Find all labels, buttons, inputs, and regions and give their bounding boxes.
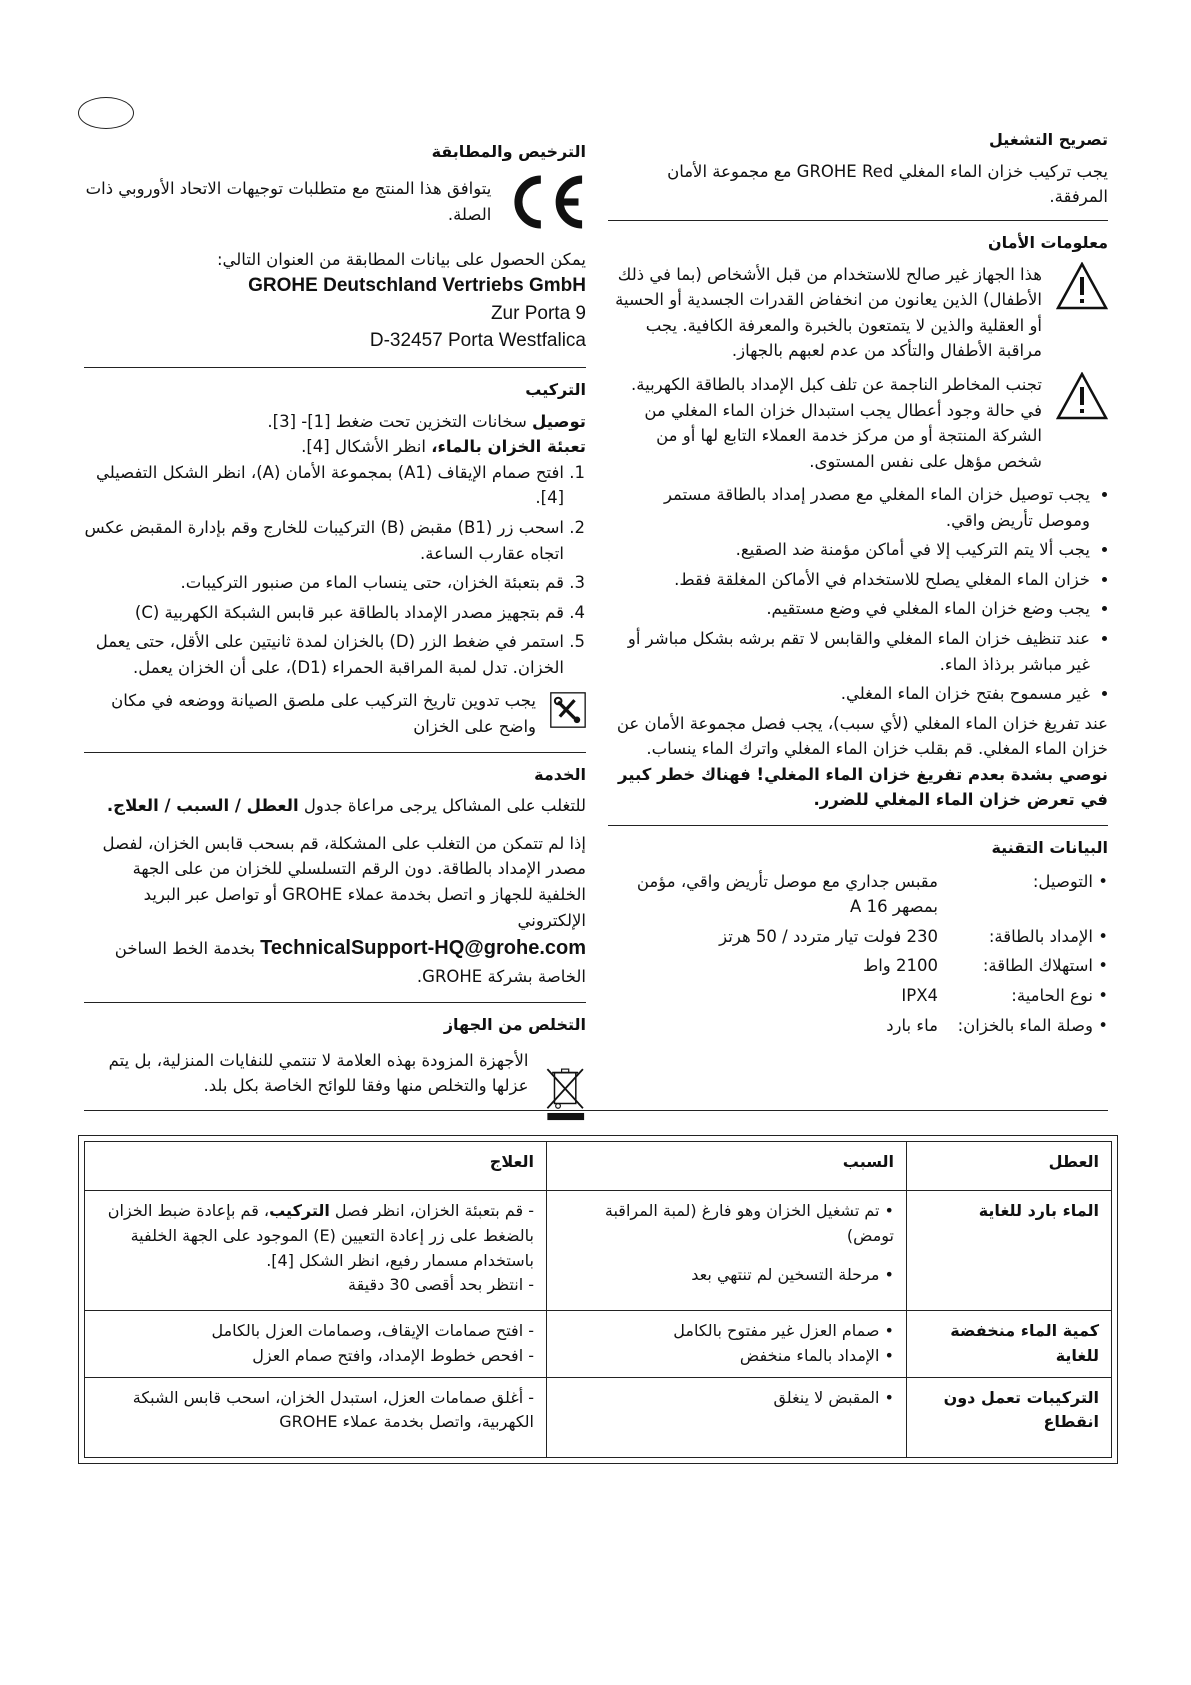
header-cause: السبب [547, 1142, 907, 1191]
tech-label: استهلاك الطاقة: [982, 956, 1094, 976]
full-width-divider [84, 1110, 1108, 1111]
tech-label: نوع الحامية: [1011, 986, 1094, 1006]
warning-block-1 [608, 262, 1108, 364]
declaration-text: يجب تركيب خزان الماء المغلي GROHE Red مع مجموعة الأمان المرفقة. [667, 161, 1108, 207]
safety-bullet-list [608, 482, 1108, 707]
safety-bullet: • غير مسموح بفتح خزان الماء المغلي. [608, 681, 1090, 707]
install-connect-text: سخانات التخزين تحت ضغط [1]- [3]. [267, 411, 533, 431]
remedy-cell: - أغلق صمامات العزل، استبدل الخزان، اسحب قابس الشبكة الكهربية، واتصل بخدمة عملاء GROHE [85, 1377, 547, 1457]
warning-triangle-icon [1056, 262, 1108, 310]
declaration-title: تصريح التشغيل [989, 130, 1108, 149]
tech-value: 2100 واط [862, 956, 938, 976]
tech-row: • الإمداد بالطاقة: 230 فولت تيار متردد / 50 هرتز [608, 922, 1108, 952]
remedy-cell: - قم بتعبئة الخزان، انظر فصل التركيب، قم بإعادة ضبط الخزان بالضغط على زر إعادة التعيين (E) الموجود على الجهة الخلفية باستخدام مسمار رفيع، انظر الشكل [4]. - انتظر بحد أقصى 30 دقيقة [85, 1191, 547, 1311]
weee-crossed-bin-icon [545, 1048, 586, 1140]
safety-bullet: • يجب ألا يتم التركيب إلا في أماكن مؤمنة ضد الصقيع. [608, 537, 1090, 563]
install-step: 5. استمر في ضغط الزر (D) بالخزان لمدة ثانيتين على الأقل، حتى يعمل الخزان. تدل لمبة المراقبة الحمراء (D1)، على أن الخزان يعمل. [84, 629, 564, 680]
install-fill-text: انظر الأشكال [4]. [301, 437, 432, 457]
service-title: الخدمة [534, 764, 586, 784]
install-step: 1. افتح صمام الإيقاف (A1) بمجموعة الأمان (A)، انظر الشكل التفصيلي [4]. [84, 460, 564, 511]
safety-section [608, 231, 1108, 813]
divider [84, 367, 586, 368]
install-step: 4. قم بتجهيز مصدر الإمداد بالطاقة عبر قابس الشبكة الكهربية (C) [84, 600, 564, 626]
tech-value: 230 فولت تيار متردد / 50 هرتز [719, 926, 938, 946]
tech-label: الإمداد بالطاقة: [988, 926, 1094, 946]
support-email-link[interactable]: TechnicalSupport-HQ@grohe.com [260, 937, 586, 960]
fault-cell: الماء بارد للغاية [907, 1191, 1112, 1311]
tech-data-section [608, 836, 1108, 1040]
tech-row: • وصلة الماء بالخزان: ماء بارد [608, 1011, 1108, 1041]
install-title: التركيب [525, 380, 586, 399]
safety-bullet: • عند تنظيف خزان الماء المغلي والقابس لا تقم برشه بشكل مباشر أو غير مباشر برذاذ الماء. [608, 626, 1090, 677]
service-line: للتغلب على المشاكل يرجى مراعاة جدول [298, 796, 586, 816]
tech-label: وصلة الماء بالخزان: [957, 1015, 1094, 1035]
approval-title: الترخيص والمطابقة [431, 142, 586, 161]
safety-bullet: • خزان الماء المغلي يصلح للاستخدام في الأماكن المغلقة فقط. [608, 567, 1090, 593]
fault-cell: التركيبات تعمل دون انقطاع [907, 1377, 1112, 1457]
tech-value: مقبس جداري مع موصل تأريض واقي، مؤمن بمصهر 16 A [636, 871, 938, 917]
disposal-section [84, 1013, 586, 1140]
divider [84, 1002, 586, 1003]
cause-cell: • المقبض لا ينغلق [547, 1377, 907, 1457]
table-row [85, 1377, 1112, 1457]
service-table-ref: العطل / السبب / العلاج. [106, 796, 299, 816]
safety-title: معلومات الأمان [987, 232, 1108, 252]
drain-note: عند تفريغ خزان الماء المغلي (لأي سبب)، يجب فصل مجموعة الأمان عن خزان الماء المغلي. قم بقلب خزان الماء المغلي واترك الماء ينساب. [616, 713, 1108, 759]
divider [608, 825, 1108, 826]
divider [84, 752, 586, 753]
warning-triangle-icon [1056, 372, 1108, 420]
table-row [85, 1191, 1112, 1311]
service-tail: بخدمة الخط الساخن الخاصة بشركة GROHE. [114, 939, 586, 987]
cause-cell: • تم تشغيل الخزان وهو فارغ (لمبة المراقبة تومض) • مرحلة التسخين لم تنتهي بعد [547, 1191, 907, 1311]
maintenance-tools-icon [550, 688, 586, 732]
address-intro: يمكن الحصول على بيانات المطابقة من العنوان التالي: [216, 249, 586, 269]
ce-mark-icon [505, 171, 586, 233]
warning-block-2 [608, 372, 1108, 474]
manufacturer-address [84, 272, 586, 355]
header-remedy: العلاج [85, 1142, 547, 1191]
address-line: GROHE Deutschland Vertriebs GmbH [248, 275, 586, 297]
install-section [84, 378, 586, 740]
tech-value: ماء بارد [886, 1015, 938, 1035]
divider [608, 220, 1108, 221]
tech-row: • نوع الحامية: IPX4 [608, 981, 1108, 1011]
safety-bullet: • يجب وضع خزان الماء المغلي في وضع مستقيم. [608, 596, 1090, 622]
troubleshooting-table [84, 1141, 1112, 1458]
install-steps [84, 460, 586, 681]
approval-section [84, 140, 586, 355]
tech-label: التوصيل: [1032, 871, 1094, 891]
disposal-title: التخلص من الجهاز [443, 1014, 586, 1034]
disposal-text: الأجهزة المزودة بهذه العلامة لا تنتمي للنفايات المنزلية، بل يتم عزلها والتخلص منها وفقا للوائح الخاصة بكل بلد. [108, 1050, 529, 1096]
drain-warning-bold: نوصي بشدة بعدم تفريغ خزان الماء المغلي! فهناك خطر كبير في تعرض خزان الماء المغلي للضرر. [618, 764, 1108, 810]
left-column [84, 140, 586, 1140]
header-fault: العطل [907, 1142, 1112, 1191]
table-header-row [85, 1142, 1112, 1191]
tech-row: • استهلاك الطاقة: 2100 واط [608, 951, 1108, 981]
remedy-cell: - افتح صمامات الإيقاف، وصمامات العزل بالكامل - افحص خطوط الإمداد، وافتح صمام العزل [85, 1311, 547, 1378]
service-section [84, 763, 586, 990]
warning-text-2: تجنب المخاطر الناجمة عن تلف كبل الإمداد بالطاقة الكهربية. في حالة وجود أعطال يجب استبدال خزان الماء المغلي من الشركة المنتجة أو من مركز خدمة العملاء التابع لها أو من شخص مؤهل على نفس المستوى. [631, 374, 1042, 471]
service-paragraph: إذا لم تتمكن من التغلب على المشكلة، قم بسحب قابس الخزان، لفصل مصدر الإمداد بالطاقة. دون الرقم التسلسلي للخزان من على الجهة الخلفية للجهاز و اتصل بخدمة عملاء GROHE أو تواصل عبر البريد الإلكتروني [102, 833, 586, 930]
safety-bullet: • يجب توصيل خزان الماء المغلي مع مصدر إمداد بالطاقة مستمر وموصل تأريض واقي. [608, 482, 1090, 533]
tech-value: IPX4 [901, 986, 938, 1006]
declaration-section [608, 128, 1108, 210]
language-badge [78, 97, 134, 129]
install-connect-bold: توصيل [532, 411, 586, 431]
tech-data-title: البيانات التقنية [991, 837, 1108, 857]
right-column [608, 128, 1108, 1040]
tech-data-table [608, 867, 1108, 1040]
troubleshooting-table-frame [78, 1135, 1118, 1464]
install-step: 3. قم بتعبئة الخزان، حتى ينساب الماء من صنبور التركيبات. [84, 570, 564, 596]
install-step: 2. اسحب زر (B1) مقبض (B) التركيبات للخارج وقم بإدارة المقبض عكس اتجاه عقارب الساعة. [84, 515, 564, 566]
cause-cell: • صمام العزل غير مفتوح بالكامل • الإمداد بالماء منخفض [547, 1311, 907, 1378]
warning-text-1: هذا الجهاز غير صالح للاستخدام من قبل الأشخاص (بما في ذلك الأطفال) الذين يعانون من انخفاض القدرات الجسدية أو الحسية أو العقلية والذين لا يتمتعون بالخبرة والمعرفة الكافية. يجب مراقبة الأطفال والتأكد من عدم لعبهم بالجهاز. [615, 264, 1042, 361]
address-line: D-32457 Porta Westfalica [369, 330, 586, 352]
maintenance-text: يجب تدوين تاريخ التركيب على ملصق الصيانة ووضعه في مكان واضح على الخزان [111, 691, 537, 736]
maintenance-note [84, 688, 586, 739]
table-row [85, 1311, 1112, 1378]
install-fill-bold: تعبئة الخزان بالماء، [431, 437, 586, 457]
address-line: Zur Porta 9 [490, 302, 586, 324]
tech-row: • التوصيل: مقبس جداري مع موصل تأريض واقي، مؤمن بمصهر 16 A [608, 867, 1108, 922]
ce-text: يتوافق هذا المنتج مع متطلبات توجيهات الاتحاد الأوروبي ذات الصلة. [85, 179, 492, 224]
fault-cell: كمية الماء منخفضة للغاية [907, 1311, 1112, 1378]
